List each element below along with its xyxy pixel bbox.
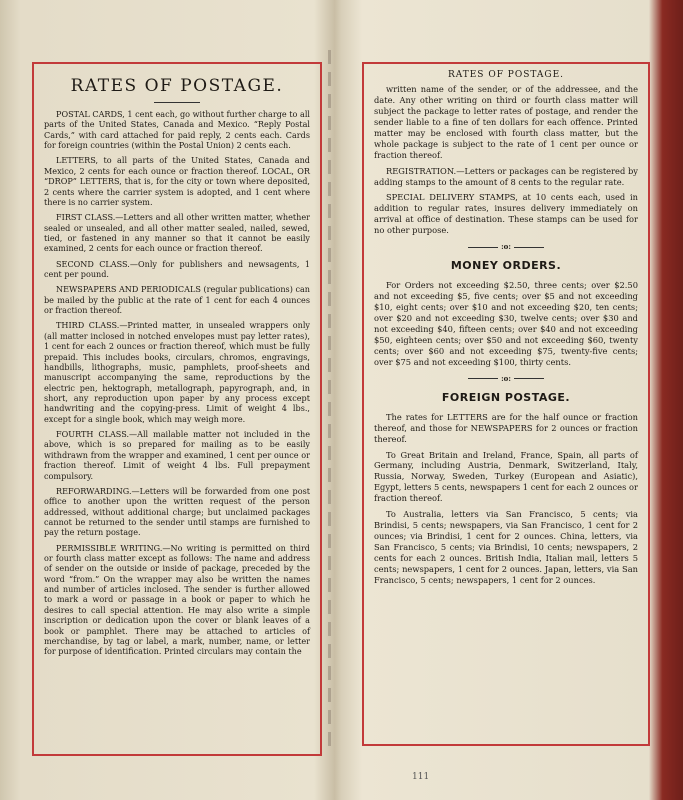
para-postal-cards: POSTAL CARDS, 1 cent each, go without further charge to all parts of the United States, Canada and Mexico. “Reply Postal Cards,” with card attached for paid reply, 2 cents each. Cards for foreign countries (within the Postal Union) 2 cents each. (44, 109, 310, 151)
para-great-britain: To Great Britain and Ireland, France, Spain, all parts of Germany, including Austria, Denmark, Switzerland, Italy, Russia, Norway, Sweden, Turkey (European and Asiatic), Egypt, letters 5 cents, newspapers 1 cent for each 2 ounces or fraction thereof. (374, 449, 638, 504)
title-rule (154, 102, 200, 103)
foreign-postage-heading: FOREIGN POSTAGE. (441, 390, 571, 404)
para-permissible-writing: PERMISSIBLE WRITING.—No writing is permitted on third or fourth class matter except as follows: The name and address of sender on the outside or inside of package, preceded by the word “from.” On the wrapper may also be written the names and number of articles inclosed. The sender is further allowed to mark a word or passage in a book or paper to which he desires to call special attention. He may also write a simple inscription or dedication upon the cover or blank leaves of a book or pamphlet. There may be attached to articles of merchandise, by tag or label, a mark, number, name, or letter for purpose of identification. Printed circulars may contain the (44, 542, 310, 657)
running-head: RATES OF POSTAGE. (447, 70, 565, 80)
para-registration: REGISTRATION.—Letters or packages can be registered by adding stamps to the amount of 8 cents to the regular rate. (374, 165, 638, 187)
para-first-class: FIRST CLASS.—Letters and all other written matter, whether sealed or unsealed, and all other matter sealed, nailed, sewed, tied, or fastened in any manner so that it cannot be easily examined, 2 cents for each ounce or fraction thereof. (44, 212, 310, 254)
para-money-orders: For Orders not exceeding $2.50, three cents; over $2.50 and not exceeding $5, five cents; over $5 and not exceeding $10, eight cents; over $10 and not exceeding $20, ten cents; over $20 and not exceeding $30, twelve cents; over $30 and not exceeding $40, fifteen cents; over $40 and not exceeding $50, eighteen cents; over $50 and not exceeding $60, twenty cents; over $60 and not exceeding $75, twenty-five cents; over $75 and not exceeding $100, thirty cents. (374, 280, 638, 367)
para-foreign-rates: The rates for LETTERS are for the half ounce or fraction thereof, and those for NEWSPAPERS for 2 ounces or fraction thereof. (374, 411, 638, 444)
para-second-class: SECOND CLASS.—Only for publishers and newsagents, 1 cent per pound. (44, 258, 310, 280)
para-australia: To Australia, letters via San Francisco, 5 cents; via Brindisi, 5 cents; newspapers, via San Francisco, 1 cent for 2 ounces; via Brindisi, 1 cent for 2 ounces. China, letters, via San Francisco, 5 cents; via Brindisi, 10 cents; newspapers, 2 cents for each 2 ounces. British India, Italian mail, letters 5 cents; newspapers, 1 cent for 2 ounces. Japan, letters, via San Francisco, 5 cents; newspapers, 1 cent for 2 ounces. (374, 509, 638, 585)
para-letters: LETTERS, to all parts of the United States, Canada and Mexico, 2 cents for each ounce or fraction thereof. LOCAL, OR “DROP” LETTERS, that is, for the city or town where deposited, 2 cents where the carrier system is adopted, and 1 cent where there is no carrier system. (44, 155, 310, 207)
page-title: RATES OF POSTAGE. (70, 76, 284, 96)
para-third-class: THIRD CLASS.—Printed matter, in unsealed wrappers only (all matter inclosed in notched envelopes must pay letter rates), 1 cent for each 2 ounces or fraction thereof, which must be fully prepaid. This includes books, circulars, chromos, engravings, handbills, lithographs, music, pamphlets, proof-sheets and manuscript accompanying the same, reproductions by the electric pen, hektograph, metallograph, papyrograph, and, in short, any reproduction upon paper by any process except handwriting and the copying-press. Limit of weight 4 lbs., except for a single book, which may weigh more. (44, 320, 310, 424)
left-page (32, 62, 322, 756)
para-reforwarding: REFORWARDING.—Letters will be forwarded from one post office to another upon the written request of the person addressed, without additional charge; but unclaimed packages cannot be returned to the sender until stamps are furnished to pay the return postage. (44, 485, 310, 538)
binding-stitch (328, 50, 331, 750)
para-fourth-class: FOURTH CLASS.—All mailable matter not included in the above, which is so prepared for mailing as to be easily withdrawn from the wrapper and examined, 1 cent per ounce or fraction thereof. Limit of weight 4 lbs. Full prepayment compulsory. (44, 429, 310, 481)
money-orders-heading: MONEY ORDERS. (450, 259, 562, 273)
para-special-delivery: SPECIAL DELIVERY STAMPS, at 10 cents each, used in addition to regular rates, insures delivery immediately on arrival at office of destination. These stamps can be used for no other purpose. (374, 192, 638, 236)
folio-number: 111 (412, 772, 430, 782)
para-newspapers: NEWSPAPERS AND PERIODICALS (regular publications) can be mailed by the public at the rate of 1 cent for each 4 ounces or fraction thereof. (44, 284, 311, 316)
right-page (362, 62, 650, 746)
separator-2: :o: (374, 374, 638, 383)
separator-1: :o: (374, 242, 638, 251)
para-continued: written name of the sender, or of the addressee, and the date. Any other writing on third or fourth class matter will subject the package to letter rates of postage, and render the sender liable to a fine of ten dollars for each offence. Printed matter may be enclosed with fourth class matter, but the whole package is subject to the rate of 1 cent per ounce or fraction thereof. (374, 84, 638, 160)
